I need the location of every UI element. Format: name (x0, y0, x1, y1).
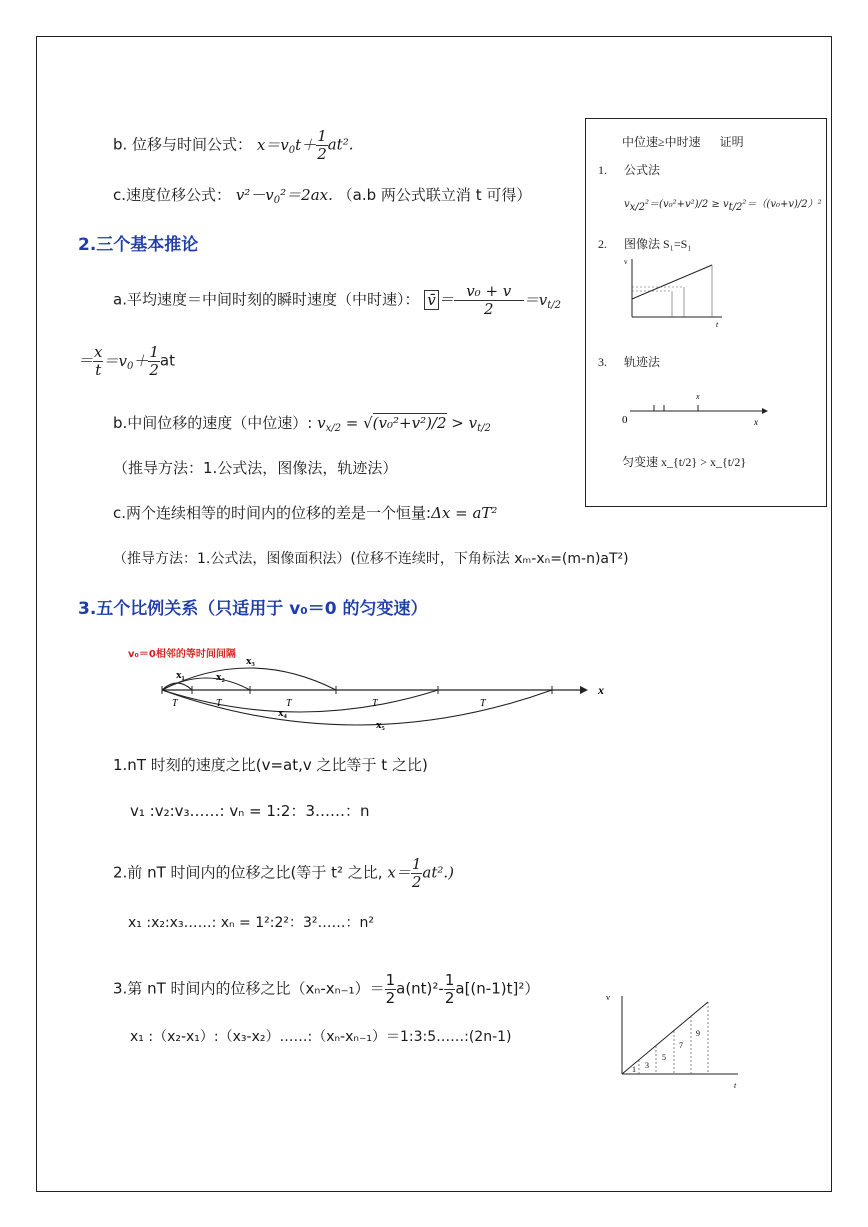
mid-velocity-text: b.中间位移的速度（中位速）: (113, 414, 313, 432)
svg-text:0: 0 (622, 414, 628, 426)
side-proof-text: 证明 (719, 135, 744, 149)
area-label: 1 (632, 1065, 636, 1074)
ratio-2-title: 2.前 nT 时间内的位移之比(等于 t² 之比, x＝ $\frac{1}{2}$ at².) (113, 855, 454, 891)
method-number: 1. (598, 163, 607, 177)
displacement-time-formula: b. 位移与时间公式： $x=v_0t+$ $\frac{1}{2}$ at². (113, 127, 354, 163)
method-1 (598, 161, 660, 178)
side-box-title (622, 133, 744, 150)
heading-three-corollaries: 2.三个基本推论 (78, 235, 199, 255)
method-label: 公式法 (624, 163, 661, 177)
ratio-3-title: 3.第 nT 时间内的位移之比（xₙ-xₙ₋₁）＝ $\frac{1}{2}$ a(nt)²- $\frac{1}{2}$ a[(n-1)t]²） (113, 971, 540, 1007)
svg-text:x₅: x₅ (376, 719, 385, 731)
method-3 (598, 353, 660, 370)
svg-text:x: x (696, 392, 700, 401)
heading-five-ratios: 3.五个比例关系（只适用于 v₀＝0 的匀变速） (78, 599, 428, 619)
area-label: 5 (662, 1053, 666, 1062)
method-label: 图像法 S₁=S₁ (624, 237, 692, 251)
formula-note: （a.b 两公式联立消 t 可得） (337, 186, 532, 204)
avg-velocity-text: a.平均速度＝中间时刻的瞬时速度（中时速）： (113, 290, 420, 309)
svg-text:x₁: x₁ (176, 669, 185, 681)
average-velocity-line: a.平均速度＝中间时刻的瞬时速度（中时速）： v̄ ＝ $\frac{\text{v₀ + v}}{2}$ $=v_{t/2}$ (113, 282, 561, 318)
displacement-arcs-diagram (150, 650, 620, 740)
constant-diff-formula: Δx = aT² (431, 504, 498, 522)
ratio-2-formula-tail: at².) (422, 863, 454, 882)
svg-text:T: T (372, 698, 378, 709)
trajectory-diagram (622, 383, 772, 433)
side-formula: vx/2²＝(v₀²+v²)/2 ≥ vt/2²＝（(v₀+v)/2）² (624, 199, 822, 213)
velocity-displacement-formula: c.速度位移公式： $v^2-v_0^2=2ax$. （a.b 两公式联立消 t 可得） (113, 186, 532, 206)
svg-text:T: T (286, 698, 292, 709)
svg-text:v: v (624, 258, 628, 266)
area-label: 9 (696, 1029, 700, 1038)
derivation-methods-2: （推导方法：1.公式法，图像面积法）(位移不连续时，下角标法 xₘ-xₙ=(m-n)aT²) (113, 551, 629, 567)
diagram-caption: v₀＝0相邻的等时间间隔 (128, 649, 236, 660)
ratio-2-values: x₁ :x₂:x₃……: xₙ = 1²:2²：3²……：n² (128, 915, 374, 931)
formula-label: c.速度位移公式： (113, 186, 232, 204)
formula-label: b. 位移与时间公式： (113, 135, 253, 154)
method-number: 2. (598, 237, 607, 251)
mid-position-velocity-line: b.中间位移的速度（中位速）: $v_{x/2} = √(v_0^2+v^2)/2 > v_{t/2}$ (113, 414, 491, 434)
derivation-methods-1: （推导方法：1.公式法，图像法，轨迹法） (113, 459, 398, 477)
side-title-text: 中位速≥中时速 (622, 135, 701, 149)
svg-text:T: T (172, 698, 178, 709)
constant-difference-line (113, 504, 497, 522)
ratio-1-values: v₁ :v₂:v₃……: vₙ = 1:2：3……：n (130, 802, 370, 820)
svg-text:T: T (480, 698, 486, 709)
svg-text:x: x (598, 683, 604, 697)
area-label: 3 (645, 1061, 649, 1070)
method-number: 3. (598, 355, 607, 369)
method-2 (598, 235, 691, 252)
ratio-2-text: 2.前 nT 时间内的位移之比(等于 t² 之比, (113, 863, 383, 882)
svg-text:x₃: x₃ (246, 655, 255, 667)
area-ratio-graph (600, 990, 750, 1094)
ratio-3-text: 3.第 nT 时间内的位移之比（xₙ-xₙ₋₁）＝ (113, 979, 385, 998)
svg-text:x₄: x₄ (278, 707, 287, 719)
svg-text:t: t (716, 320, 719, 329)
svg-text:x₂: x₂ (216, 671, 225, 683)
proof-side-box (585, 118, 827, 507)
side-conclusion: 匀变速 x_{t/2} > x_{t/2} (622, 455, 747, 469)
ratio-3-tail: a[(n-1)t]²） (455, 979, 540, 998)
area-label: 7 (679, 1041, 683, 1050)
svg-text:t: t (734, 1081, 737, 1090)
velocity-time-graph (616, 255, 726, 331)
at-text: at (159, 351, 175, 370)
ratio-1-title: 1.nT 时刻的速度之比(v=at,v 之比等于 t 之比) (113, 756, 428, 774)
constant-diff-text: c.两个连续相等的时间内的位移的差是一个恒量: (113, 504, 432, 522)
ratio-3-values: x₁ :（x₂-x₁）:（x₃-x₂）……:（xₙ-xₙ₋₁）＝1:3:5……:(2n-1) (130, 1029, 512, 1045)
svg-text:T: T (216, 698, 222, 709)
ratio-3-mid: a(nt)²- (396, 979, 444, 998)
average-velocity-cont: ＝ $\frac{x}{t}$ $=v_0+$ $\frac{1}{2}$ at (78, 343, 175, 379)
method-label: 轨迹法 (624, 355, 661, 369)
svg-text:v: v (606, 993, 610, 1002)
svg-text:x: x (754, 417, 758, 427)
